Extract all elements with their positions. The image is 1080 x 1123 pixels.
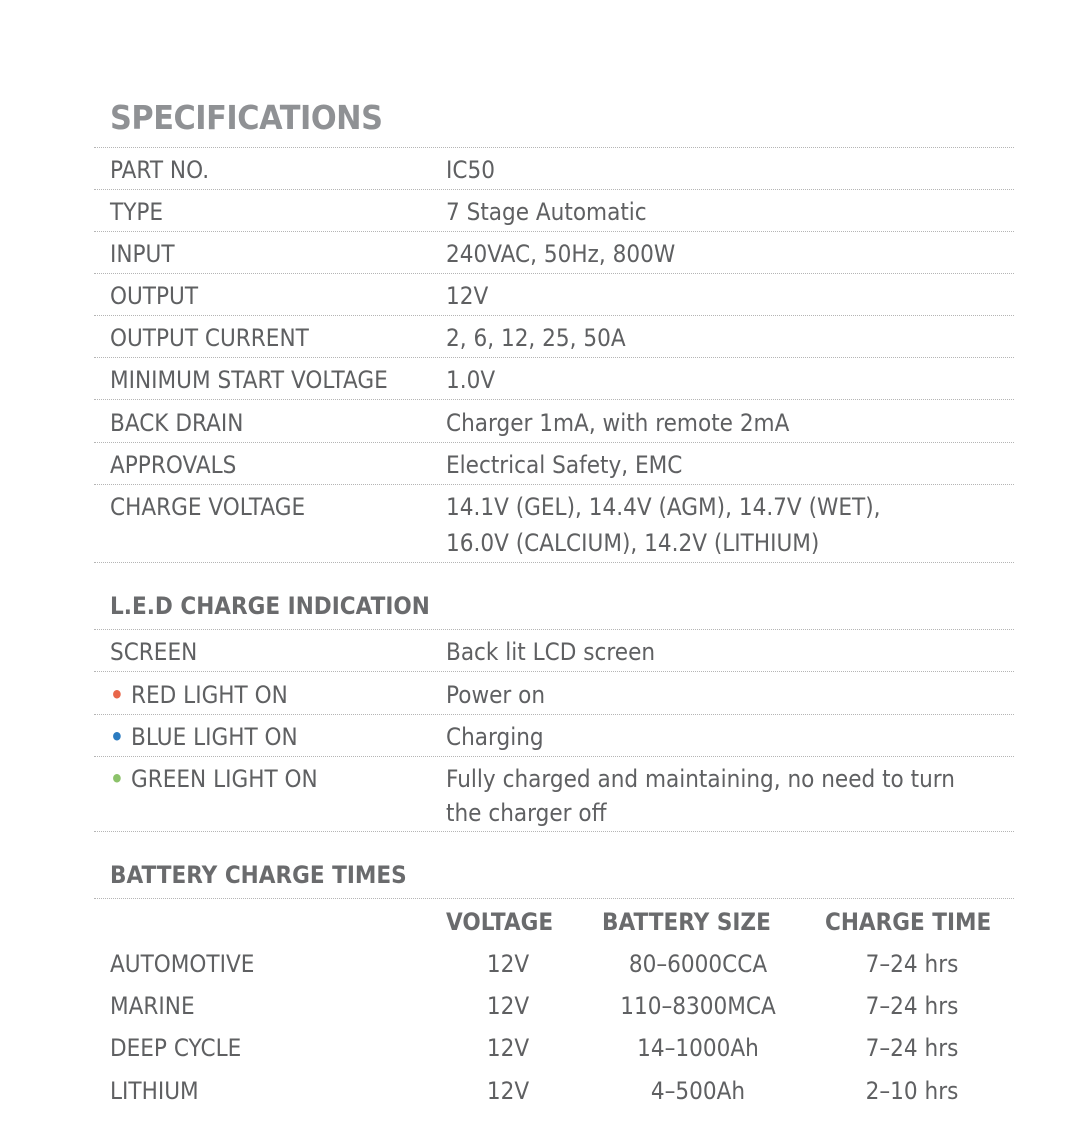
green-dot-icon: • <box>110 765 124 793</box>
spec-value-min-start-voltage: 1.0V <box>446 366 496 394</box>
divider <box>94 357 1014 358</box>
page-title: SPECIFICATIONS <box>110 98 383 137</box>
led-label-blue-text: BLUE LIGHT ON <box>131 723 298 751</box>
led-label-red <box>110 680 288 710</box>
spec-label-type: TYPE <box>110 198 164 226</box>
spec-value-input: 240VAC, 50Hz, 800W <box>446 240 676 268</box>
led-value-red: Power on <box>446 681 546 709</box>
table-cell-voltage: 12V <box>486 1077 530 1105</box>
table-cell-voltage: 12V <box>486 950 530 978</box>
column-header-voltage: VOLTAGE <box>446 908 554 936</box>
divider <box>94 562 1014 563</box>
divider <box>94 671 1014 672</box>
divider <box>94 484 1014 485</box>
table-cell-time: 2–10 hrs <box>865 1077 959 1105</box>
spec-value-type: 7 Stage Automatic <box>446 198 647 226</box>
spec-label-back-drain: BACK DRAIN <box>110 409 244 437</box>
table-cell-size: 110–8300MCA <box>620 992 776 1020</box>
table-row-type: LITHIUM <box>110 1077 199 1105</box>
table-cell-voltage: 12V <box>486 1034 530 1062</box>
led-label-blue <box>110 722 298 752</box>
table-row-type: MARINE <box>110 992 195 1020</box>
table-row-type: AUTOMOTIVE <box>110 950 255 978</box>
blue-dot-icon: • <box>110 723 124 751</box>
led-label-screen: SCREEN <box>110 638 198 666</box>
spec-value-output-current: 2, 6, 12, 25, 50A <box>446 324 626 352</box>
spec-label-output: OUTPUT <box>110 282 199 310</box>
spec-value-approvals: Electrical Safety, EMC <box>446 451 683 479</box>
divider <box>94 399 1014 400</box>
spec-value-back-drain: Charger 1mA, with remote 2mA <box>446 409 790 437</box>
divider <box>94 189 1014 190</box>
spec-label-output-current: OUTPUT CURRENT <box>110 324 309 352</box>
table-cell-size: 14–1000Ah <box>637 1034 759 1062</box>
divider <box>94 714 1014 715</box>
led-value-blue: Charging <box>446 723 544 751</box>
divider <box>94 442 1014 443</box>
spec-value-output: 12V <box>446 282 489 310</box>
times-section-heading: BATTERY CHARGE TIMES <box>110 861 407 889</box>
spec-label-part-no: PART NO. <box>110 156 210 184</box>
divider <box>94 231 1014 232</box>
table-row-type: DEEP CYCLE <box>110 1034 242 1062</box>
led-label-red-text: RED LIGHT ON <box>131 681 288 709</box>
spec-label-approvals: APPROVALS <box>110 451 237 479</box>
divider <box>94 273 1014 274</box>
column-header-battery-size: BATTERY SIZE <box>602 908 771 936</box>
led-label-green-text: GREEN LIGHT ON <box>131 765 318 793</box>
spec-label-input: INPUT <box>110 240 175 268</box>
table-cell-voltage: 12V <box>486 992 530 1020</box>
table-cell-time: 7–24 hrs <box>865 1034 959 1062</box>
spec-label-min-start-voltage: MINIMUM START VOLTAGE <box>110 366 388 394</box>
led-section-heading: L.E.D CHARGE INDICATION <box>110 592 430 620</box>
spec-value-charge-voltage-line2: 16.0V (CALCIUM), 14.2V (LITHIUM) <box>446 529 820 557</box>
divider <box>94 898 1014 899</box>
led-value-screen: Back lit LCD screen <box>446 638 656 666</box>
table-cell-size: 4–500Ah <box>650 1077 746 1105</box>
divider <box>94 831 1014 832</box>
led-label-green <box>110 764 318 794</box>
divider <box>94 629 1014 630</box>
divider <box>94 315 1014 316</box>
spec-label-charge-voltage: CHARGE VOLTAGE <box>110 493 306 521</box>
led-value-green: Fully charged and maintaining, no need to turn <box>446 765 955 793</box>
divider <box>94 756 1014 757</box>
spec-value-part-no: IC50 <box>446 156 495 184</box>
table-cell-size: 80–6000CCA <box>628 950 768 978</box>
column-header-charge-time: CHARGE TIME <box>825 908 992 936</box>
divider <box>94 147 1014 148</box>
spec-value-charge-voltage: 14.1V (GEL), 14.4V (AGM), 14.7V (WET), <box>446 493 881 521</box>
table-cell-time: 7–24 hrs <box>865 992 959 1020</box>
table-cell-time: 7–24 hrs <box>865 950 959 978</box>
led-value-green-line2: the charger off <box>446 799 607 827</box>
red-dot-icon: • <box>110 681 124 709</box>
